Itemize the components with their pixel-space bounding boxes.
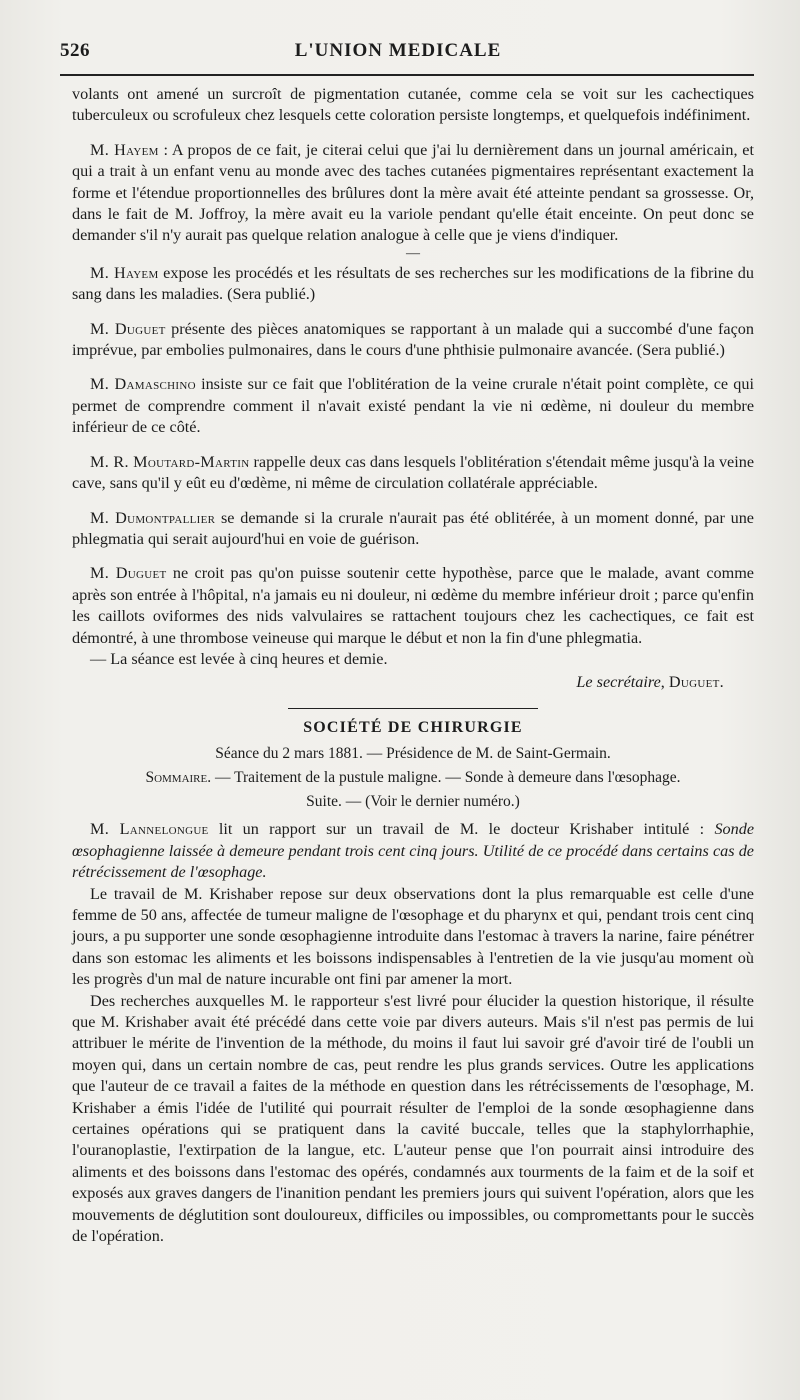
section-title: SOCIÉTÉ DE CHIRURGIE — [303, 719, 523, 737]
signature: Le secrétaire, Duguet. — [576, 673, 724, 692]
speaker-name: M. Duguet — [90, 319, 166, 338]
paragraph-lannelongue — [72, 819, 754, 883]
paragraph-text: présente des pièces anatomiques se rapportant à un malade qui a succombé d'une façon imprévue, par embolies pulmonaires, dans le cours d'une phthisie pulmonaire avancée. (Sera publié.) — [72, 319, 754, 360]
paragraph-text: rappelle deux cas dans lesquels l'oblitération s'étendait même jusqu'à la veine cave, sans qu'il y eût eu d'œdème, ni même de circulation collatérale appréciable. — [72, 452, 755, 493]
work-title: Sonde œsophagienne laissée à demeure pendant trois cent cinq jours. Utilité de ce procédé dans certains cas de rétrécissement de l'œsophage. — [72, 820, 754, 882]
speaker-name: M. Damaschino — [90, 375, 196, 394]
paragraph-damaschino — [72, 374, 754, 438]
paragraph-hayem-2 — [72, 263, 754, 306]
spacer — [72, 550, 754, 563]
summary-line — [72, 765, 754, 791]
paragraph-continuation: volants ont amené un surcroît de pigmentation cutanée, comme cela se voit sur les cachectiques tuberculeux ou scrofuleux chez lesquels cette coloration persiste longtemps, et quelquefois indéfiniment. — [72, 85, 754, 125]
paragraph-text: insiste sur ce fait que l'oblitération de la veine crurale n'était point complète, ce qui permet de comprendre comment il n'avait existé pendant la vie ni œdème, ni douleur du membre inférieur de ce côté. — [72, 375, 754, 437]
paragraph-text: ne croit pas qu'on puisse soutenir cette hypothèse, parce que le malade, avant comme après son entrée à l'hôpital, n'a jamais eu ni douleur, ni œdème du membre inférieur droit ; parce qu'enfin les caillots oviformes des nids valvulaires se rattachent toujours chez les cachectiques, ce fait est démontré, à une thrombose veineuse qui marque le début et non la fin d'une phlegmatia. — [72, 564, 754, 647]
spacer — [72, 306, 754, 319]
paragraph-text: se demande si la crurale n'aurait pas été oblitérée, à un moment donné, par une phlegmatia qui serait aujourd'hui en voie de guérison. — [72, 508, 754, 548]
speaker-name: M. Dumontpallier — [90, 508, 216, 527]
paragraph-moutard-martin — [72, 452, 754, 495]
separator-dash: — — [406, 245, 420, 261]
header-rule — [60, 74, 754, 76]
paragraph-duguet-1 — [72, 319, 754, 362]
paragraph-text: : A propos de ce fait, je citerai celui que j'ai lu dernièrement dans un journal américain, et qui a trait à un enfant venu au monde avec des taches cutanées pigmentaires représentant exactement la forme et l'étendue proportionnelles des brûlures dont la mère avait été atteinte pendant sa grossesse. Or, dans le fait de M. Joffroy, la mère avait eu la variole pendant qu'elle était enceinte. On peut donc se demander s'il n'y aurait pas quelque relation analogue à celle que je viens d'indiquer. — [72, 140, 754, 245]
signature-label: Le secrétaire — [576, 673, 661, 692]
spacer — [72, 495, 754, 508]
section-rule — [288, 708, 538, 709]
paragraph-dumontpallier — [72, 508, 754, 551]
paragraph-historical-research: Des recherches auxquelles M. le rapporteur s'est livré pour élucider la question historique, il résulte que M. Krishaber avait été précédé dans cette voie par divers auteurs. Mais s'il n'est pas permis de lui attribuer le mérite de l'invention de la méthode, du moins il faut lui savoir gré d'avoir tiré de l'oubli un moyen qui, dans un certain nombre de cas, peut rendre les plus grands services. Outre les applications que l'auteur de ce travail a faites de la méthode en question dans les rétrécissements de l'œsophage, M. Krishaber a émis l'idée de l'utilité qui pourrait résulter de l'emploi de la sonde œsophagienne dans certaines opérations qui se pratiquent dans la cavité buccale, telles que la staphylorrhaphie, l'ouranoplastie, l'extirpation de la langue, etc. L'auteur pense que l'on pourrait ainsi introduire des aliments et des boissons dans l'estomac des opérés, condamnés aux tourments de la faim et de la soif et exposés aux graves dangers de l'inanition pendant les premiers jours qui suivent l'opération, alors que les mouvements de déglutition sont douloureux, difficiles ou impossibles, ou compromettants pour le succès de l'opération. — [72, 991, 754, 1246]
paragraph-krishaber-work: Le travail de M. Krishaber repose sur deux observations dont la plus remarquable est celle d'une femme de 50 ans, affectée de tumeur maligne de l'œsophage et du pharynx et qui, pendant trois cent cinq jours, a pu supporter une sonde œsophagienne introduite dans l'estomac à travers la narine, faire pénétrer dans son estomac les aliments et les boissons indispensables à l'entretien de la vie jusqu'au moment où les progrès d'un mal de nature incurable ont fini par amener la mort. — [72, 884, 754, 989]
spacer — [72, 361, 754, 374]
suite-line: Suite. — (Voir le dernier numéro.) — [306, 793, 520, 811]
signature-name: Duguet. — [668, 673, 724, 692]
summary-label: Sommaire. — [145, 769, 212, 787]
paragraph-session-closed: — La séance est levée à cinq heures et demie. — [90, 649, 388, 668]
page-header — [60, 40, 754, 62]
spacer — [72, 439, 754, 452]
paragraph-hayem-1 — [72, 140, 754, 247]
speaker-name: M. Duguet — [90, 564, 167, 583]
speaker-name: M. Hayem — [90, 263, 159, 282]
paragraph-text: expose les procédés et les résultats de ses recherches sur les modifications de la fibrine du sang dans les maladies. (Sera publié.) — [72, 263, 754, 304]
page-number: 526 — [60, 40, 90, 61]
speaker-name: M. R. Moutard-Martin — [90, 452, 250, 471]
session-line: Séance du 2 mars 1881. — Présidence de M. de Saint-Germain. — [215, 745, 611, 763]
paragraph-text: lit un rapport sur un travail de M. le docteur Krishaber intitulé : — [208, 820, 715, 839]
speaker-name: M. Hayem — [90, 140, 159, 159]
spacer — [72, 127, 754, 140]
paragraph-duguet-2 — [72, 563, 754, 649]
speaker-name: M. Lannelongue — [90, 820, 209, 839]
summary-text: — Traitement de la pustule maligne. — Sonde à demeure dans l'œsophage. — [211, 769, 681, 787]
running-title: L'UNION MEDICALE — [294, 40, 502, 61]
